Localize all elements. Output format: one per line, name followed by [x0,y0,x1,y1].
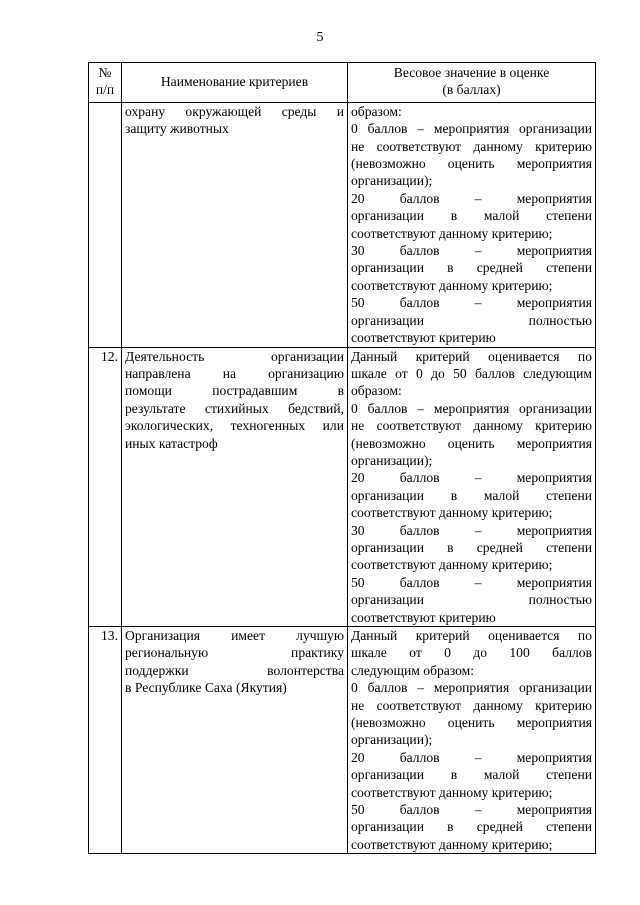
criterion-name-line: охрану окружающей среды и [125,103,344,119]
criterion-weight-line: организации полностью [351,592,592,608]
criterion-weight-line: соответствуют данному критерию; [351,277,553,293]
criterion-weight-line: шкале от 0 до 100 баллов [351,645,592,661]
criterion-weight-line: организации в средней степени [351,260,592,276]
criterion-weight [348,102,596,347]
criterion-name-line: направлена на организацию [125,365,344,381]
criterion-weight-line: организации в средней степени [351,819,592,835]
criterion-weight-line: соответствуют критерию [351,330,496,346]
criterion-name [122,102,348,347]
row-number: 13. [89,627,122,854]
table-row [89,627,596,854]
criterion-weight-line: 50 баллов – мероприятия [351,574,592,590]
criteria-table [88,62,596,854]
criterion-name-line: Организация имеет лучшую [125,628,344,643]
criterion-weight-line: соответствуют критерию [351,609,496,625]
criterion-name [122,347,348,627]
criterion-weight [348,347,596,627]
header-name: Наименование критериев [122,63,348,103]
criterion-weight-line: 50 баллов – мероприятия [351,295,592,311]
criterion-weight-line: 30 баллов – мероприятия [351,522,592,538]
criterion-name-line: поддержки волонтерства [125,662,344,678]
header-num: № п/п [89,63,122,103]
criterion-name-line: в Республике Саха (Якутия) [125,680,287,696]
criterion-weight-line: следующим образом: [351,662,475,678]
criterion-weight-line: 0 баллов – мероприятия организации [351,400,592,416]
table-row [89,102,596,347]
criterion-weight-line: соответствуют данному критерию; [351,784,553,800]
criterion-weight-line: не соответствуют данному критерию [351,138,592,154]
criterion-weight-line: организации в малой степени [351,767,592,783]
row-number: 12. [89,347,122,627]
criterion-weight-line: Данный критерий оценивается по [351,628,592,643]
criterion-weight-line: организации в малой степени [351,487,592,503]
criterion-weight-line: соответствуют данному критерию; [351,836,553,852]
criterion-name-line: защиту животных [125,121,229,137]
criterion-weight-line: 0 баллов – мероприятия организации [351,121,592,137]
criterion-weight-line: 0 баллов – мероприятия организации [351,680,592,696]
criterion-weight-line: организации полностью [351,312,592,328]
criterion-weight-line: образом: [351,383,402,399]
criterion-name-line: Деятельность организации [125,348,344,364]
criterion-weight-line: Данный критерий оценивается по [351,348,592,364]
criterion-weight-line: организации); [351,732,433,748]
criterion-name-line: экологических, техногенных или [125,418,344,434]
criterion-weight-line: не соответствуют данному критерию [351,697,592,713]
criterion-weight-line: не соответствуют данному критерию [351,418,592,434]
criterion-weight-line: (невозможно оценить мероприятия [351,156,592,172]
criterion-name-line: результате стихийных бедствий, [125,400,344,416]
criterion-weight-line: организации в средней степени [351,539,592,555]
criterion-weight-line: 20 баллов – мероприятия [351,470,592,486]
table-header-row [89,63,596,103]
criterion-name-line: помощи пострадавшим в [125,383,344,399]
criterion-weight-line: организации); [351,452,433,468]
header-weight: Весовое значение в оценке (в баллах) [348,63,596,103]
row-number [89,102,122,347]
table-row [89,347,596,627]
criterion-weight-line: соответствуют данному критерию; [351,557,553,573]
criterion-weight-line: (невозможно оценить мероприятия [351,715,592,731]
criterion-weight-line: соответствуют данному критерию; [351,225,553,241]
criterion-weight-line: 20 баллов – мероприятия [351,749,592,765]
criterion-weight-line: 30 баллов – мероприятия [351,243,592,259]
criterion-weight-line: организации); [351,173,433,189]
criterion-weight [348,627,596,854]
criterion-name-line: региональную практику [125,645,344,661]
criterion-name [122,627,348,854]
criterion-weight-line: (невозможно оценить мероприятия [351,435,592,451]
criterion-weight-line: шкале от 0 до 50 баллов следующим [351,365,592,381]
criterion-weight-line: 20 баллов – мероприятия [351,190,592,206]
page-number: 5 [316,30,324,45]
criterion-weight-line: соответствуют данному критерию; [351,505,553,521]
criterion-name-line: иных катастроф [125,435,218,451]
criterion-weight-line: образом: [351,103,402,119]
criterion-weight-line: организации в малой степени [351,208,592,224]
criterion-weight-line: 50 баллов – мероприятия [351,802,592,818]
